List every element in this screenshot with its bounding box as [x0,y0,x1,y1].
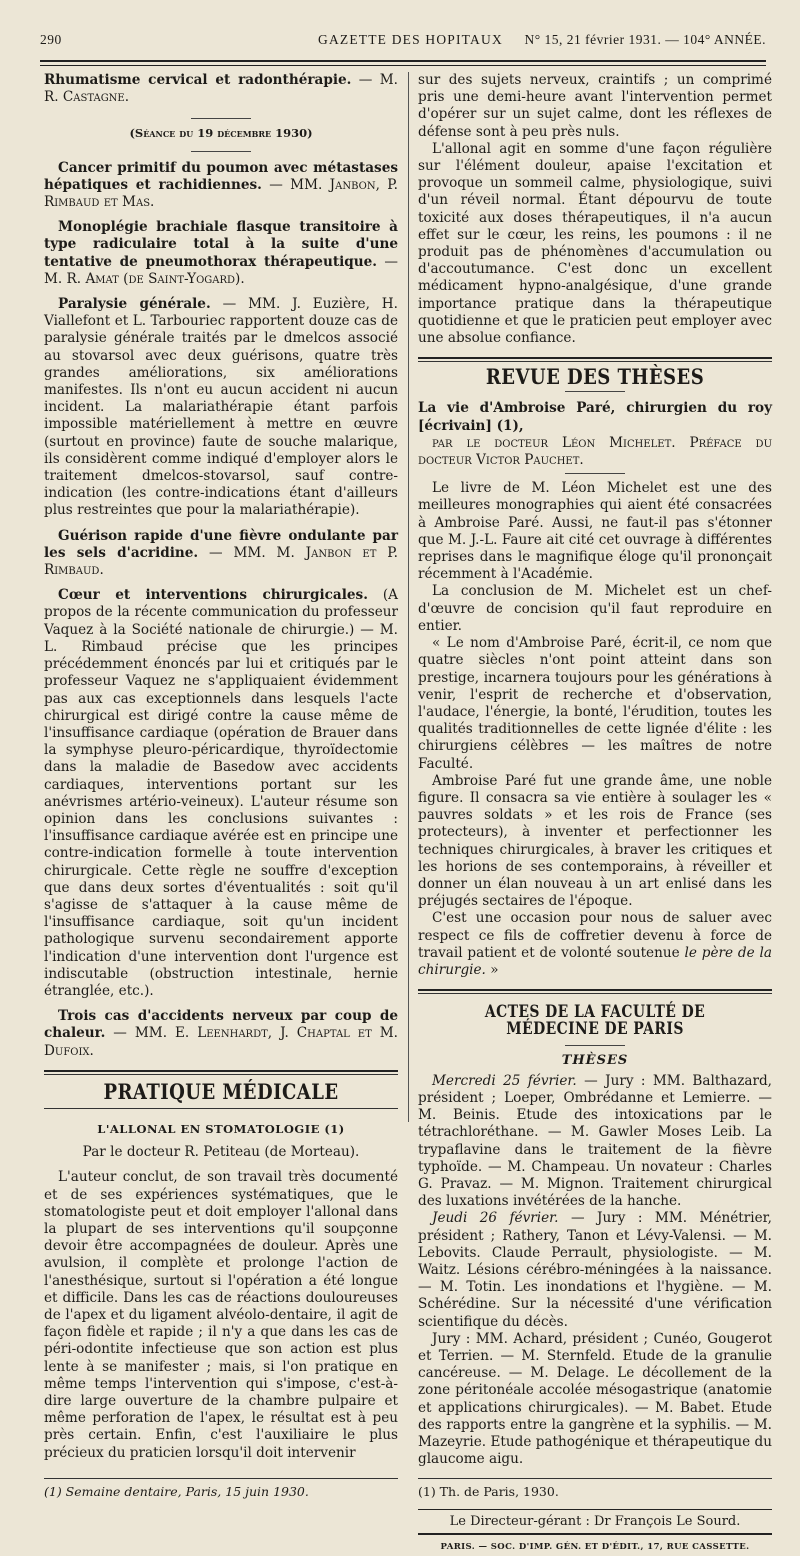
footnote-right: (1) Th. de Paris, 1930. [418,1484,559,1500]
pare-paragraph-5: C'est une occasion pour nous de saluer avec respect ce fils de coffretier devenu à force de travail patient et de volonté soutenue le père de la chirurgie. » [418,910,772,978]
allonal-continuation: sur des sujets nerveux, craintifs ; un comprimé pris une demi-heure avant l'intervention permet d'opérer sur un sujet calme, dont les réflexes de défense sont à peu près nuls. [418,72,772,140]
seance-date: (Séance du 19 décembre 1930) [129,126,313,141]
theses-jury-3: Jury : MM. Achard, président ; Cunéo, Gougerot et Terrien. — M. Sternfeld. Etude de la granulie cancéreuse. — M. Delage. Le décollement de la zone péritonéale accolée mésogastrique (anatomie et applications chirurgicales). — M. Babet. Etude des rapports entre la gangrène et la syphilis. — M. Mazeyrie. Etude pathogénique et thérapeutique du glaucome aigu. [418,1330,772,1468]
pare-paragraph-3: « Le nom d'Ambroise Paré, écrit-il, ce nom que quatre siècles n'ont point atteint dans son prestige, incarnera toujours pour les générations à venir, l'esprit de recherche et d'observation, l'audace, l'énergie, la bonté, l'érudition, toutes les qualités traditionnelles de cette lignée d'élite : les chirurgiens célèbres — les maîtres de notre Faculté. [418,635,772,772]
page-number: 290 [40,32,62,47]
item-rhumatisme: Rhumatisme cervical et radonthérapie. — M. R. Castagne. [44,72,398,106]
left-column [44,72,398,1500]
item-guerison: Guérison rapide d'une fièvre ondulante par les sels d'acridine. — MM. M. Janbon et P. Rimbaud. [44,527,398,579]
journal-title: GAZETTE DES HOPITAUX [318,32,503,47]
theses-label: THÈSES [561,1052,629,1068]
allonal-byline: Par le docteur R. Petiteau (de Morteau). [82,1144,360,1161]
allonal-text: L'auteur conclut, de son travail très documenté et de ses expériences systématiques, que le stomatologiste peut et doit employer l'allonal dans la plupart de ses interventions qu'il soupçonne devoir être accompagnées de douleur. Après une avulsion, il complète et prolonge l'action de l'anesthésique, surtout si l'opération a été longue et difficile. Dans les cas de réactions douloureuses de l'apex et du ligament alvéolo-dentaire, il agit de façon fidèle et rapide ; il n'y a que dans les cas de péri-odontite infectieuse que son action est plus lente à se manifester ; mais, si l'on pratique en même temps l'intervention qui s'impose, c'est-à-dire large ouverture de la chambre pulpaire et même perforation de l'apex, le résultat est à peu près certain. Enfin, c'est l'auxiliaire le plus précieux du praticien lorsqu'il doit intervenir [44,1169,398,1461]
footer-box [418,1509,772,1535]
column-divider [408,72,409,1122]
theses-jeudi: Jeudi 26 février. — Jury : MM. Ménétrier, président ; Rathery, Tanon et Lévy-Valensi. — M. Lebovits. Claude Perrault, physiologiste. — M. Waitz. Lésions cérébro-méningées à la naissance. — M. Totin. Les inondations et l'hygiène. — M. Schérédine. Sur la nécessité d'une vérification scientifique du décès. [418,1210,772,1330]
actes-faculte-title: ACTES DE LA FACULTÉ DE MÉDECINE DE PARIS [484,1002,706,1040]
printer-line: PARIS. — SOC. D'IMP. GÉN. ET D'ÉDIT., 17, RUE CASSETTE. [440,1541,750,1552]
pratique-medicale-title: PRATIQUE MÉDICALE [103,1078,339,1104]
item-cancer: Cancer primitif du poumon avec métastases hépatiques et rachidiennes. — MM. Janbon, P. Rimbaud et Mas. [44,159,398,211]
pare-paragraph-4: Ambroise Paré fut une grande âme, une noble figure. Il consacra sa vie entière à soulager les « pauvres soldats » et les rois de France (ses protecteurs), à inventer et perfectionner les techniques chirurgicales, à braver les critiques et les horions de ses contemporains, à réveiller et donner un élan nouveau à un art enlisé dans les préjugés sectaires de l'époque. [418,772,772,910]
allonal-continuation-2: L'allonal agit en somme d'une façon régulière sur l'élément douleur, apaise l'excitation et provoque un sommeil calme, physiologique, suivi d'un réveil normal. Étant dépourvu de toute toxicité aux doses thérapeutiques, il n'a aucun effet sur le cœur, les reins, les poumons : il ne produit pas de phénomènes d'accumulation ou d'accoutumance. C'est donc un excellent médicament hypno-analgésique, d'une grande importance pratique dans la thérapeutique quotidienne et que le praticien peut employer avec une absolue confiance. [418,140,772,347]
revue-des-theses-title: REVUE DES THÈSES [485,364,705,390]
page-header [40,28,766,50]
pare-paragraph-2: La conclusion de M. Michelet est un chef-d'œuvre de concision qu'il faut reproduire en entier. [418,583,772,634]
issue-info: N° 15, 21 février 1931. — 104° ANNÉE. [524,32,766,47]
pare-byline: par le docteur Léon Michelet. Préface du docteur Victor Pauchet. [418,434,772,469]
allonal-title: L'ALLONAL EN STOMATOLOGIE (1) [97,1121,345,1136]
right-column [418,72,772,1556]
theses-mercredi: Mercredi 25 février. — Jury : MM. Balthazard, président ; Loeper, Ombrédanne et Lemierre. — M. Beinis. Etude des intoxications par le tétrachloréthane. — M. Gawler Moses Leib. La trypaflavine dans le traitement de la fièvre typhoïde. — M. Champeau. Un novateur : Charles G. Pravaz. — M. Mignon. Traitement chirurgical des luxations invétérées de la hanche. [418,1072,772,1210]
directeur-gerant: Le Directeur-gérant : Dr François Le Sourd. [449,1513,741,1529]
pare-title: La vie d'Ambroise Paré, chirurgien du roy [écrivain] (1), [418,400,772,434]
pare-paragraph-1: Le livre de M. Léon Michelet est une des meilleures monographies qui aient été consacrées à Ambroise Paré. Aussi, ne faut-il pas s'étonner que M. J.-L. Faure ait cité cet ouvrage à différentes reprises dans le magnifique éloge qu'il prononçait récemment à l'Académie. [418,480,772,583]
item-coeur: Cœur et interventions chirurgicales. (A propos de la récente communication du professeur Vaquez à la Société nationale de chirurgie.) — M. L. Rimbaud précise que les principes précédemment énoncés par lui et critiqués par le professeur Vaquez ne s'appliquaient évidemment pas aux cas exceptionnels dans lesquels l'acte chirurgical est dirigé contre la cause même de l'insuffisance cardiaque (opération de Brauer dans la symphyse pleuro-péricardique, thyroïdectomie dans la maladie de Basedow avec accidents cardiaques, interventions portant sur les anévrismes artério-veineux). L'auteur résume son opinion dans les conclusions suivantes : l'insuffisance cardiaque avérée est en principe une contre-indication formelle à toute intervention chirurgicale. Cette règle ne souffre d'exception que dans deux sortes d'éventualités : soit qu'il s'agisse de s'attaquer à la cause même de l'insuffisance cardiaque, soit qu'un incident pathologique survenu secondairement apporte l'indication d'une intervention dont l'urgence est indiscutable (obstruction intestinale, hernie étranglée, etc.). [44,587,399,999]
header-rule-thin [40,65,766,66]
item-paralysie: Paralysie générale. — MM. J. Euzière, H. Viallefont et L. Tarbouriec rapportent douze cas de paralysie générale traités par le dmelcos associé au stovarsol avec deux guérisons, quatre très grandes améliorations, six améliorations manifestes. Ils n'ont eu aucun accident ni aucun incident. La malariathérapie étant parfois impossible matériellement à mettre en œuvre (surtout en province) faute de souche malarique, ils considèrent comme indiqué d'employer alors le traitement dmelcos-stovarsol, sauf contre-indication (les contre-indications étant d'ailleurs plus restreintes que pour la malariathérapie). [44,296,398,519]
item-monoplegie: Monoplégie brachiale flasque transitoire à type radiculaire total à la suite d'une tentative de pneumothorax thérapeutique. — M. R. Amat (de Saint-Yogard). [44,219,398,287]
header-rule [40,60,766,62]
item-trois-cas: Trois cas d'accidents nerveux par coup de chaleur. — MM. E. Leenhardt, J. Chaptal et M. Dufoix. [44,1008,398,1059]
footnote-left: (1) Semaine dentaire, Paris, 15 juin 1930. [44,1483,309,1499]
